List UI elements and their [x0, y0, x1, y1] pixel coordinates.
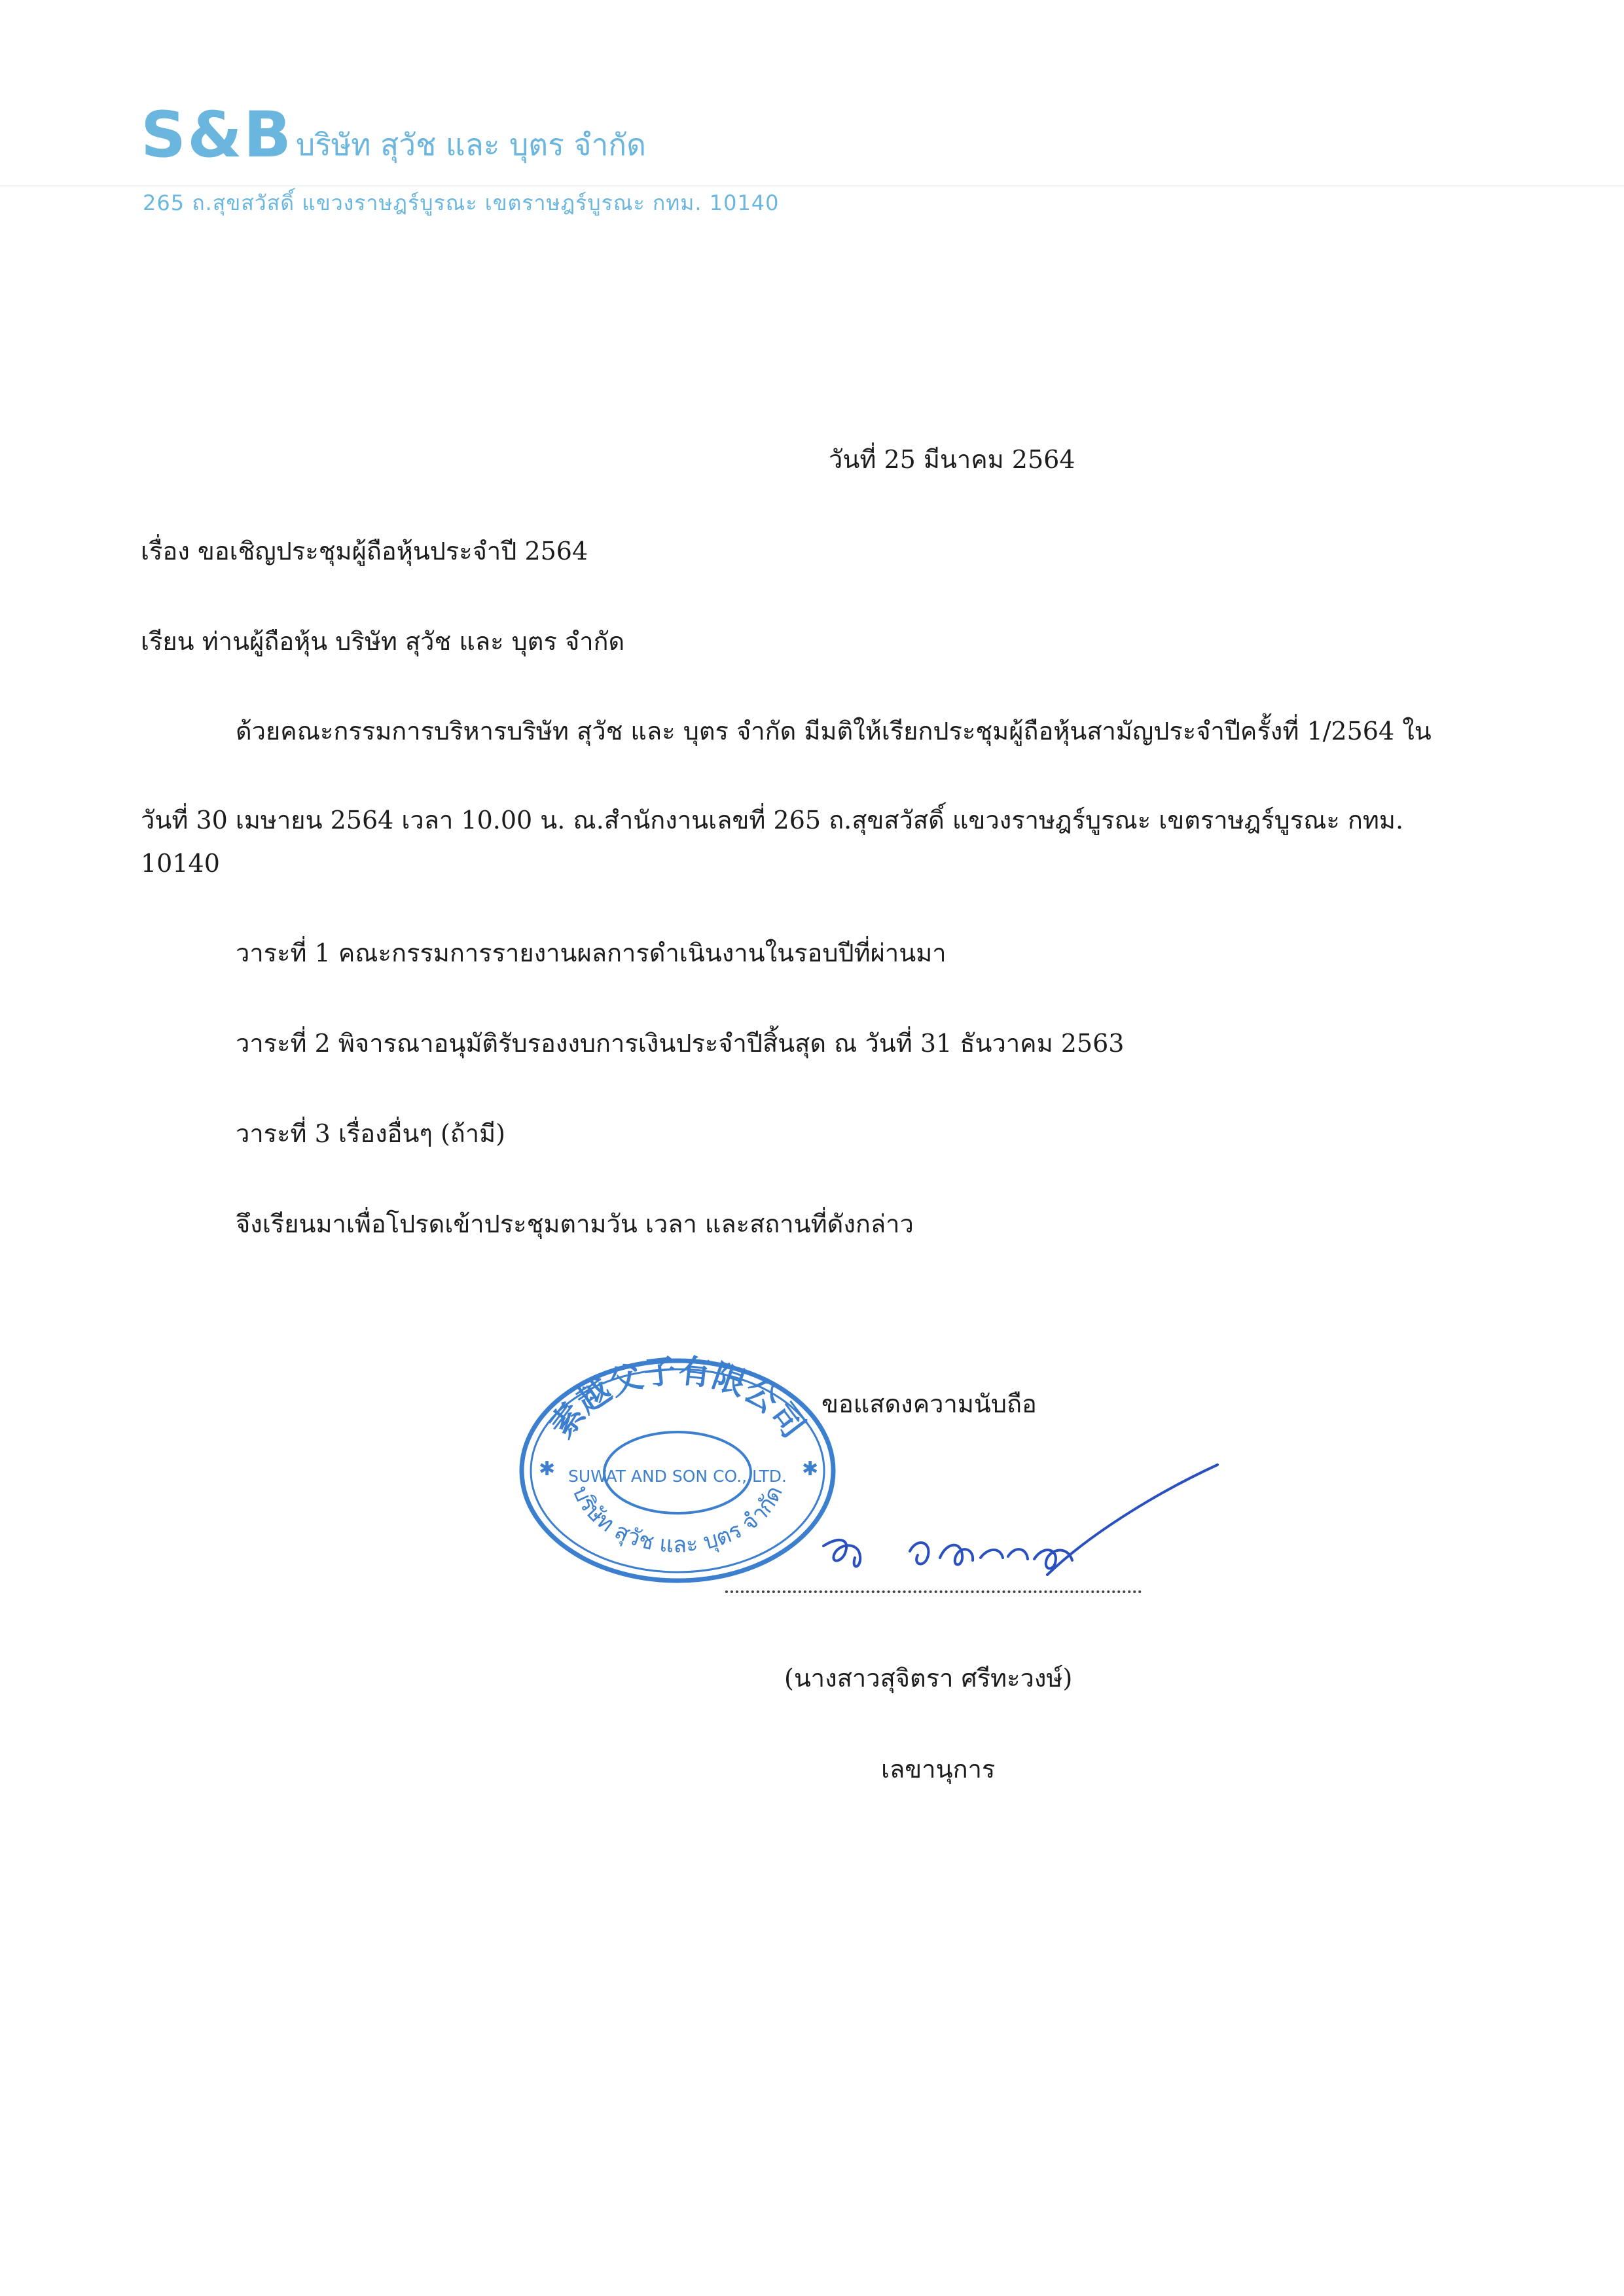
signer-title: เลขานุการ: [881, 1755, 996, 1784]
signature-line: [725, 1587, 1142, 1593]
letter-subject: เรื่อง ขอเชิญประชุมผู้ถือหุ้นประจำปี 2564: [141, 537, 588, 565]
body-line: วันที่ 30 เมษายน 2564 เวลา 10.00 น. ณ.สำนักงานเลขที่ 265 ถ.สุขสวัสดิ์ แขวงราษฎร์บูรณะ เขตราษฎร์บูรณะ กทม.: [141, 806, 1404, 834]
agenda-item-1: วาระที่ 1 คณะกรรมการรายงานผลการดำเนินงานในรอบปีที่ผ่านมา: [236, 939, 947, 967]
letterhead-divider: [0, 185, 1624, 187]
company-seal-stamp: [514, 1350, 841, 1592]
svg-text:บริษัท สุวัช และ บุตร จำกัด: [567, 1482, 788, 1558]
agenda-item-3: วาระที่ 3 เรื่องอื่นๆ (ถ้ามี): [236, 1119, 505, 1148]
company-logo: S&B: [141, 98, 293, 171]
company-name: บริษัท สุวัช และ บุตร จำกัด: [296, 127, 646, 162]
agenda-item-2: วาระที่ 2 พิจารณาอนุมัติรับรองงบการเงินประจำปีสิ้นสุด ณ วันที่ 31 ธันวาคม 2563: [236, 1029, 1125, 1058]
closing-phrase: ขอแสดงความนับถือ: [821, 1390, 1037, 1418]
stamp-english-text: SUWAT AND SON CO., LTD.: [568, 1467, 787, 1486]
signer-name: (นางสาวสุจิตรา ศรีทะวงษ์): [784, 1664, 1073, 1693]
company-address: 265 ถ.สุขสวัสดิ์ แขวงราษฎร์บูรณะ เขตราษฎร์บูรณะ กทม. 10140: [143, 190, 780, 215]
letter-date: วันที่ 25 มีนาคม 2564: [829, 445, 1075, 474]
letter-salutation: เรียน ท่านผู้ถือหุ้น บริษัท สุวัช และ บุตร จำกัด: [141, 627, 625, 656]
body-line: ด้วยคณะกรรมการบริหารบริษัท สุวัช และ บุตร จำกัด มีมติให้เรียกประชุมผู้ถือหุ้นสามัญประจำปีครั้งที่ 1/2564 ใน: [236, 717, 1432, 745]
svg-text:✱: ✱: [802, 1458, 819, 1480]
svg-text:✱: ✱: [539, 1458, 556, 1480]
stamp-chinese-text: 素越父子有限公司: [541, 1350, 814, 1445]
closing-request: จึงเรียนมาเพื่อโปรดเข้าประชุมตามวัน เวลา และสถานที่ดังกล่าว: [236, 1210, 914, 1238]
body-line: 10140: [141, 849, 220, 878]
stamp-thai-text: บริษัท สุวัช และ บุตร จำกัด: [567, 1482, 788, 1558]
